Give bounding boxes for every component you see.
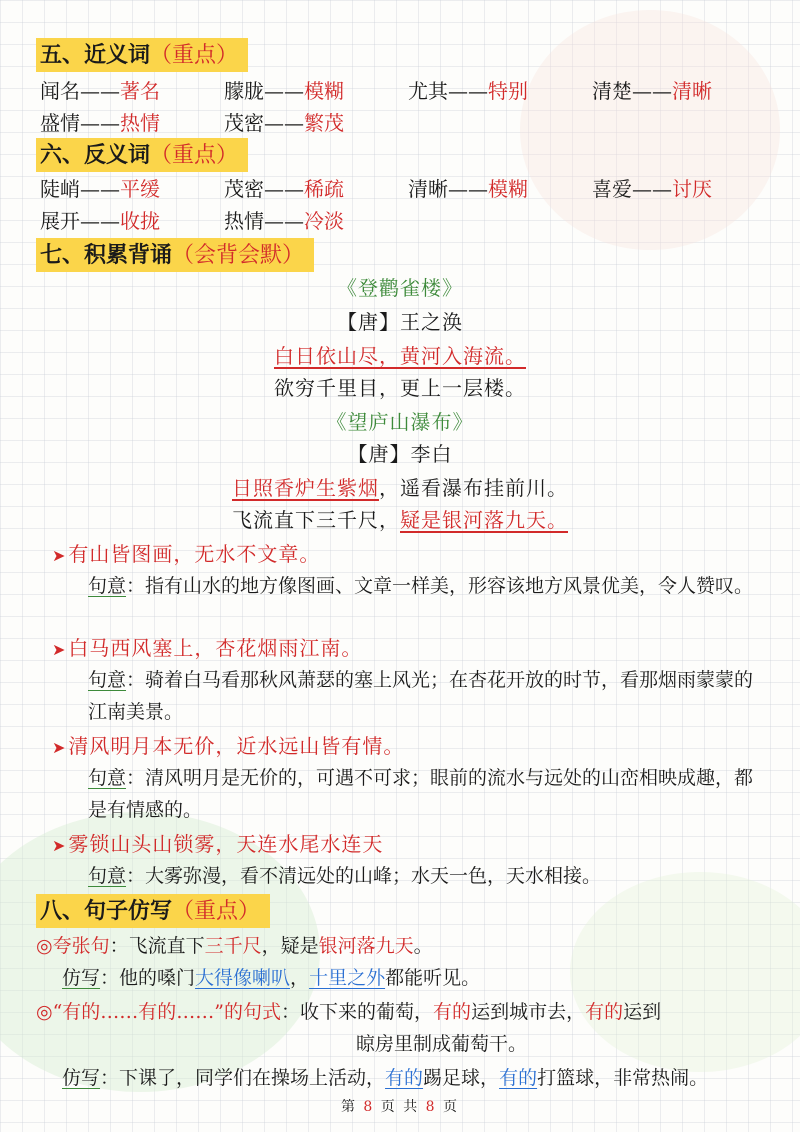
text: ：下课了，同学们在操场上活动， — [100, 1067, 386, 1089]
poem-line — [0, 504, 800, 536]
meaning-text: ：清风明月是无价的，可遇不可求；眼前的流水与远处的山峦相映成趣，都是有情感的。 — [88, 767, 754, 821]
word: 朦胧—— — [224, 79, 304, 103]
saying — [52, 632, 362, 664]
text: 页 共 — [380, 1099, 420, 1115]
total-pages: 8 — [425, 1099, 437, 1115]
section-tag: （重点） — [150, 43, 239, 68]
current-page: 8 — [363, 1099, 375, 1115]
section-tag: （重点） — [172, 899, 261, 924]
synonym-pair — [408, 76, 528, 106]
saying — [52, 730, 404, 762]
synonym: 模糊 — [304, 79, 344, 103]
text: ：飞流直下 — [109, 935, 205, 957]
synonym: 热情 — [120, 111, 160, 135]
antonym-pair — [408, 174, 528, 204]
imitation-example — [36, 996, 661, 1028]
highlight-text: 大得像喇叭 — [195, 967, 291, 989]
saying-meaning — [88, 570, 758, 602]
synonym: 特别 — [488, 79, 528, 103]
text: 第 — [340, 1099, 357, 1115]
saying-text: 白马西风塞上，杏花烟雨江南。 — [68, 636, 363, 660]
text: 运到城市去， — [471, 1001, 586, 1023]
meaning-text: ：指有山水的地方像图画、文章一样美，形容该地方风景优美，令人赞叹。 — [126, 575, 754, 597]
arrow-bullet-icon: ➤ — [52, 738, 67, 757]
section-title-antonyms — [36, 138, 248, 172]
highlight-text: 银河落九天 — [318, 935, 414, 957]
word: 展开—— — [40, 209, 120, 233]
meaning-label: 句意 — [88, 575, 127, 597]
section-title-text: 八、句子仿写 — [40, 898, 173, 924]
section-title-synonyms — [36, 38, 248, 72]
poem-line: 欲穷千里目，更上一层楼。 — [274, 376, 526, 400]
section-tag: （重点） — [150, 143, 239, 168]
meaning-text: ：骑着白马看那秋风萧瑟的塞上风光；在杏花开放的时节，看那烟雨蒙蒙的江南美景。 — [88, 669, 754, 723]
word: 陡峭—— — [40, 177, 120, 201]
page-number — [0, 1096, 800, 1116]
word: 喜爱—— — [592, 177, 672, 201]
section-tag: （会背会默） — [172, 243, 305, 268]
circle-bullet-icon: ◎ — [36, 1001, 53, 1023]
poem-title: 《登鹳雀楼》 — [337, 276, 463, 300]
antonym: 讨厌 — [672, 177, 712, 201]
poem-line-text: ，遥看瀑布挂前川。 — [379, 476, 568, 500]
saying-text: 清风明月本无价，近水远山皆有情。 — [68, 734, 405, 758]
saying-meaning — [88, 860, 758, 892]
text: 打篮球，非常热闹。 — [537, 1067, 709, 1089]
synonym-pair — [224, 108, 344, 138]
highlight-text: 有的 — [433, 1001, 472, 1023]
meaning-label: 句意 — [88, 865, 127, 887]
circle-bullet-icon: ◎ — [36, 935, 53, 957]
word: 清楚—— — [592, 79, 672, 103]
text: ：他的嗓门 — [100, 967, 196, 989]
antonym-pair — [224, 174, 344, 204]
word: 茂密—— — [224, 111, 304, 135]
synonym-pair — [224, 76, 344, 106]
poem-line — [0, 340, 800, 372]
imitate-label: 仿写 — [62, 1067, 101, 1089]
highlight-text: 有的 — [499, 1067, 538, 1089]
meaning-label: 句意 — [88, 767, 127, 789]
word: 闻名—— — [40, 79, 120, 103]
synonym-pair — [592, 76, 712, 106]
meaning-label: 句意 — [88, 669, 127, 691]
text: 。 — [413, 935, 433, 957]
section-title-recitation — [36, 238, 314, 272]
section-title-imitation — [36, 894, 270, 928]
antonym-pair — [224, 206, 344, 236]
imitation-example-continued: 晾房里制成葡萄干。 — [356, 1033, 528, 1055]
antonym: 模糊 — [488, 177, 528, 201]
text: ：收下来的葡萄， — [281, 1001, 434, 1023]
word: 盛情—— — [40, 111, 120, 135]
meaning-text: ：大雾弥漫，看不清远处的山峰；水天一色，天水相接。 — [126, 865, 602, 887]
antonym: 冷淡 — [304, 209, 344, 233]
section-title-text: 七、积累背诵 — [40, 242, 173, 268]
synonym: 清晰 — [672, 79, 712, 103]
poem-author: 【唐】李白 — [347, 442, 453, 466]
highlight-text: 三千尺 — [204, 935, 262, 957]
word: 尤其—— — [408, 79, 488, 103]
text: 都能听见。 — [385, 967, 481, 989]
antonym: 收拢 — [120, 209, 160, 233]
imitation-answer — [62, 1062, 708, 1094]
text: ，疑是 — [261, 935, 319, 957]
sentence-type-label: “有的……有的……”的句式 — [52, 1001, 282, 1023]
highlight-text: 有的 — [385, 1067, 424, 1089]
arrow-bullet-icon: ➤ — [52, 836, 67, 855]
word: 茂密—— — [224, 177, 304, 201]
imitation-answer — [62, 962, 480, 994]
poem-author: 【唐】王之涣 — [337, 310, 463, 334]
saying-text: 有山皆图画，无水不文章。 — [68, 542, 321, 566]
word: 热情—— — [224, 209, 304, 233]
saying — [52, 538, 320, 570]
poem-line-highlighted: 白日依山尽，黄河入海流。 — [274, 344, 526, 368]
word: 清晰—— — [408, 177, 488, 201]
antonym-pair — [40, 206, 160, 236]
saying — [52, 828, 383, 860]
poem-line — [0, 472, 800, 504]
antonym-pair — [40, 174, 160, 204]
poem-line-highlighted: 疑是银河落九天。 — [400, 508, 568, 532]
arrow-bullet-icon: ➤ — [52, 640, 67, 659]
imitation-example — [36, 930, 433, 962]
text: ， — [290, 967, 310, 989]
antonym-pair — [592, 174, 712, 204]
text: 页 — [443, 1099, 460, 1115]
antonym: 平缓 — [120, 177, 160, 201]
saying-text: 雾锁山头山锁雾，天连水尾水连天 — [68, 832, 384, 856]
synonym: 著名 — [120, 79, 160, 103]
text: 运到 — [623, 1001, 662, 1023]
imitate-label: 仿写 — [62, 967, 101, 989]
text: 踢足球， — [423, 1067, 500, 1089]
highlight-text: 有的 — [585, 1001, 624, 1023]
synonym-pair — [40, 108, 160, 138]
saying-meaning — [88, 664, 758, 728]
antonym: 稀疏 — [304, 177, 344, 201]
poem-line-text: 飞流直下三千尺， — [232, 508, 400, 532]
synonym: 繁茂 — [304, 111, 344, 135]
saying-meaning — [88, 762, 758, 826]
section-title-text: 五、近义词 — [40, 42, 151, 68]
synonym-pair — [40, 76, 160, 106]
poem-line-highlighted: 日照香炉生紫烟 — [232, 476, 379, 500]
section-title-text: 六、反义词 — [40, 142, 151, 168]
highlight-text: 十里之外 — [309, 967, 386, 989]
arrow-bullet-icon: ➤ — [52, 546, 67, 565]
sentence-type-label: 夸张句 — [52, 935, 110, 957]
poem-title: 《望庐山瀑布》 — [326, 410, 474, 434]
